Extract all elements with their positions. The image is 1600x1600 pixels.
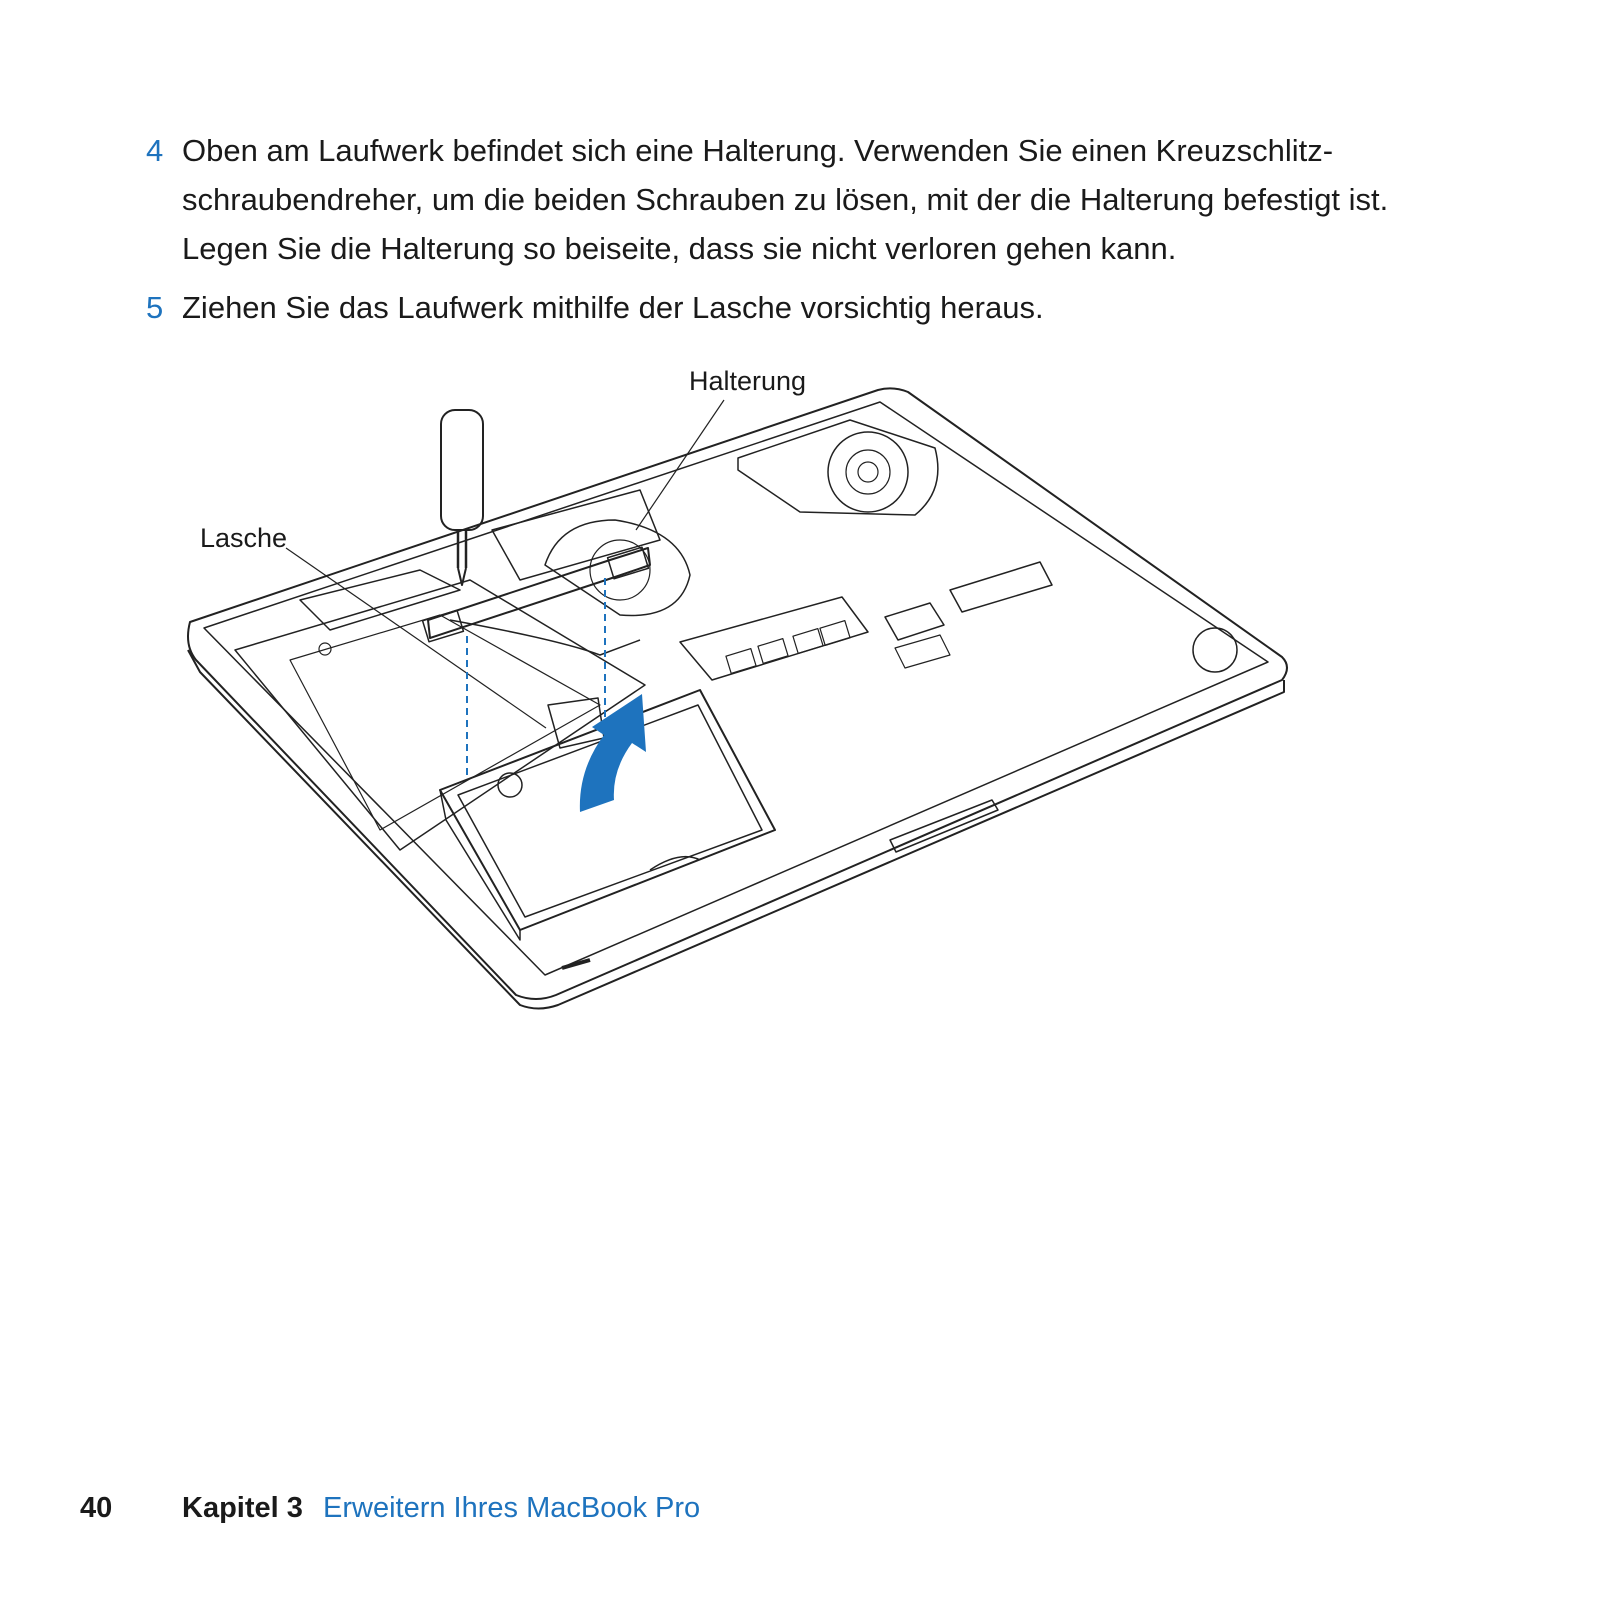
- callout-label-halterung: Halterung: [689, 366, 807, 396]
- step-number: 4: [146, 133, 164, 168]
- macbook-bottom-case: [188, 388, 1287, 999]
- lift-arrow-icon: [580, 694, 646, 812]
- pull-tab: [548, 698, 604, 748]
- fan-left: [545, 520, 690, 616]
- screwdriver: [441, 410, 483, 585]
- macbook-case-inner-edge: [204, 402, 1268, 975]
- step-text: Ziehen Sie das Laufwerk mithilfe der Lasche vorsichtig heraus.: [182, 290, 1044, 325]
- page-number: 40: [80, 1492, 113, 1524]
- callout-line-lasche: [286, 548, 546, 728]
- callout-label-lasche: Lasche: [200, 523, 288, 553]
- macbook-case-side: [188, 650, 1284, 1009]
- bracket: [423, 547, 650, 642]
- chapter-title: Erweitern Ihres MacBook Pro: [323, 1492, 701, 1524]
- step-number: 5: [146, 290, 164, 325]
- ram-module: [680, 597, 868, 680]
- step-text: Oben am Laufwerk befindet sich eine Halterung. Verwenden Sie einen Kreuzschlitz-schraubendreher, um die beiden Schrauben zu lösen, mit der die Halterung befestigt ist. Legen Sie die Halterung so beiseite, dass sie nicht verloren gehen kann.: [182, 133, 1389, 266]
- callout-line-halterung: [636, 400, 724, 530]
- chapter-label: Kapitel 3: [182, 1492, 303, 1524]
- fan-right: [738, 420, 938, 515]
